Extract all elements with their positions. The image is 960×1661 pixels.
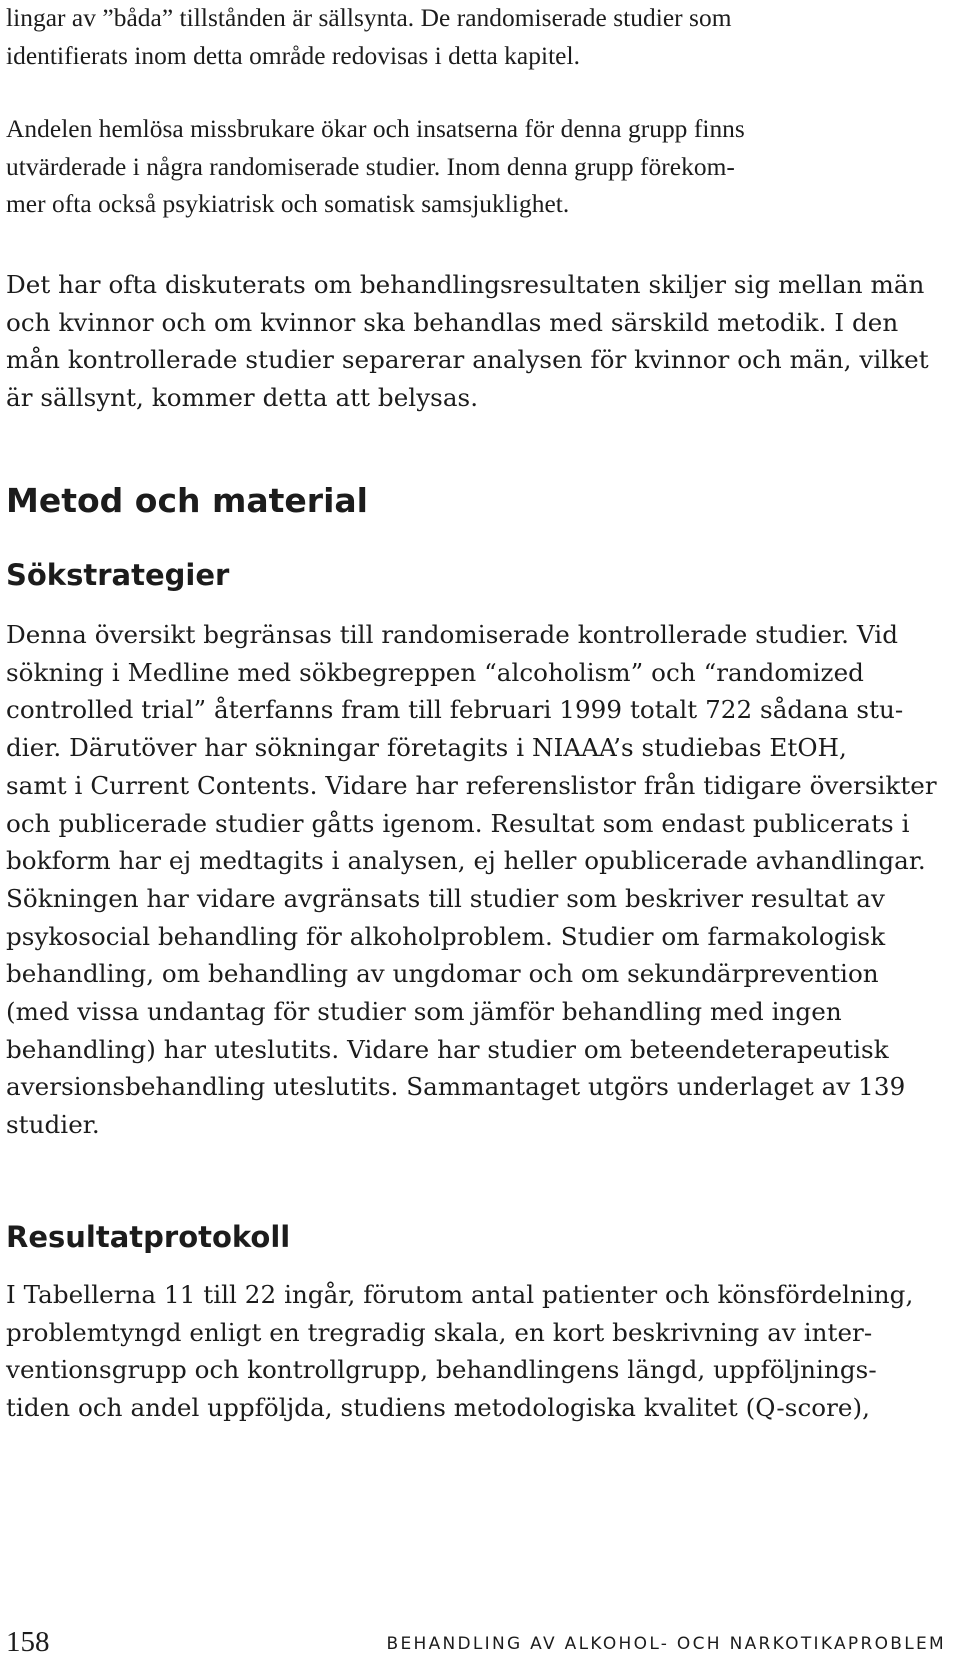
text-line: behandling) har uteslutits. Vidare har studier om beteendeterapeutisk <box>6 1034 889 1064</box>
text-line: bokform har ej medtagits i analysen, ej heller opublicerade avhandlingar. <box>6 846 926 876</box>
paragraph-intro-2 <box>6 111 745 224</box>
text-line: mer ofta också psykiatrisk och somatisk samsjuklighet. <box>6 190 570 219</box>
text-line: identifierats inom detta område redovisas i detta kapitel. <box>6 41 581 70</box>
text-line: Denna översikt begränsas till randomiserade kontrollerade studier. Vid <box>6 620 899 649</box>
text-line: problemtyngd enligt en tregradig skala, en kort beskrivning av inter- <box>6 1317 873 1347</box>
text-line: mån kontrollerade studier separerar analysen för kvinnor och män, vilket <box>6 345 929 375</box>
page-number: 158 <box>6 1626 50 1658</box>
text-line: tiden och andel uppföljda, studiens metodologiska kvalitet (Q-score), <box>6 1393 871 1423</box>
page-footer <box>6 1625 946 1661</box>
paragraph-intro-1 <box>6 0 732 75</box>
text-line: aversionsbehandling uteslutits. Sammantaget utgörs underlaget av 139 <box>6 1072 906 1102</box>
text-line: sökning i Medline med sökbegreppen “alcoholism” och “randomized <box>6 657 864 687</box>
text-line: psykosocial behandling för alkoholproblem. Studier om farmakologisk <box>6 921 886 951</box>
text-line: och kvinnor och om kvinnor ska behandlas med särskild metodik. I den <box>6 307 899 337</box>
text-line: dier. Därutöver har sökningar företagits i NIAAA’s studiebas EtOH, <box>6 733 847 763</box>
text-line: lingar av ”båda” tillstånden är sällsynta. De randomiserade studier som <box>6 4 732 32</box>
paragraph-resultatprotokoll <box>6 1276 913 1427</box>
section-heading: Metod och material <box>6 481 368 520</box>
text-line: samt i Current Contents. Vidare har referenslistor från tidigare översikter <box>6 770 937 800</box>
text-line: behandling, om behandling av ungdomar och om sekundärprevention <box>6 959 879 989</box>
text-line: och publicerade studier gåtts igenom. Resultat som endast publicerats i <box>6 808 910 838</box>
paragraph-intro-3 <box>6 266 929 417</box>
text-line: studier. <box>6 1110 100 1140</box>
running-title: BEHANDLING AV ALKOHOL- OCH NARKOTIKAPROBLEM <box>386 1634 946 1654</box>
text-line: Sökningen har vidare avgränsats till studier som beskriver resultat av <box>6 883 885 913</box>
subsection-heading: Resultatprotokoll <box>6 1220 291 1254</box>
text-line: controlled trial” återfanns fram till februari 1999 totalt 722 sådana stu- <box>6 695 904 725</box>
text-line: utvärderade i några randomiserade studier. Inom denna grupp förekom- <box>6 152 735 181</box>
text-line: är sällsynt, kommer detta att belysas. <box>6 383 479 413</box>
paragraph-sokstrategier <box>6 616 937 1144</box>
text-line: Andelen hemlösa missbrukare ökar och insatserna för denna grupp finns <box>6 115 745 143</box>
text-line: I Tabellerna 11 till 22 ingår, förutom antal patienter och könsfördelning, <box>6 1280 914 1309</box>
text-line: Det har ofta diskuterats om behandlingsresultaten skiljer sig mellan män <box>6 270 925 299</box>
text-line: ventionsgrupp och kontrollgrupp, behandlingens längd, uppföljnings- <box>6 1355 877 1385</box>
subsection-heading: Sökstrategier <box>6 558 230 592</box>
text-line: (med vissa undantag för studier som jämför behandling med ingen <box>6 997 842 1027</box>
